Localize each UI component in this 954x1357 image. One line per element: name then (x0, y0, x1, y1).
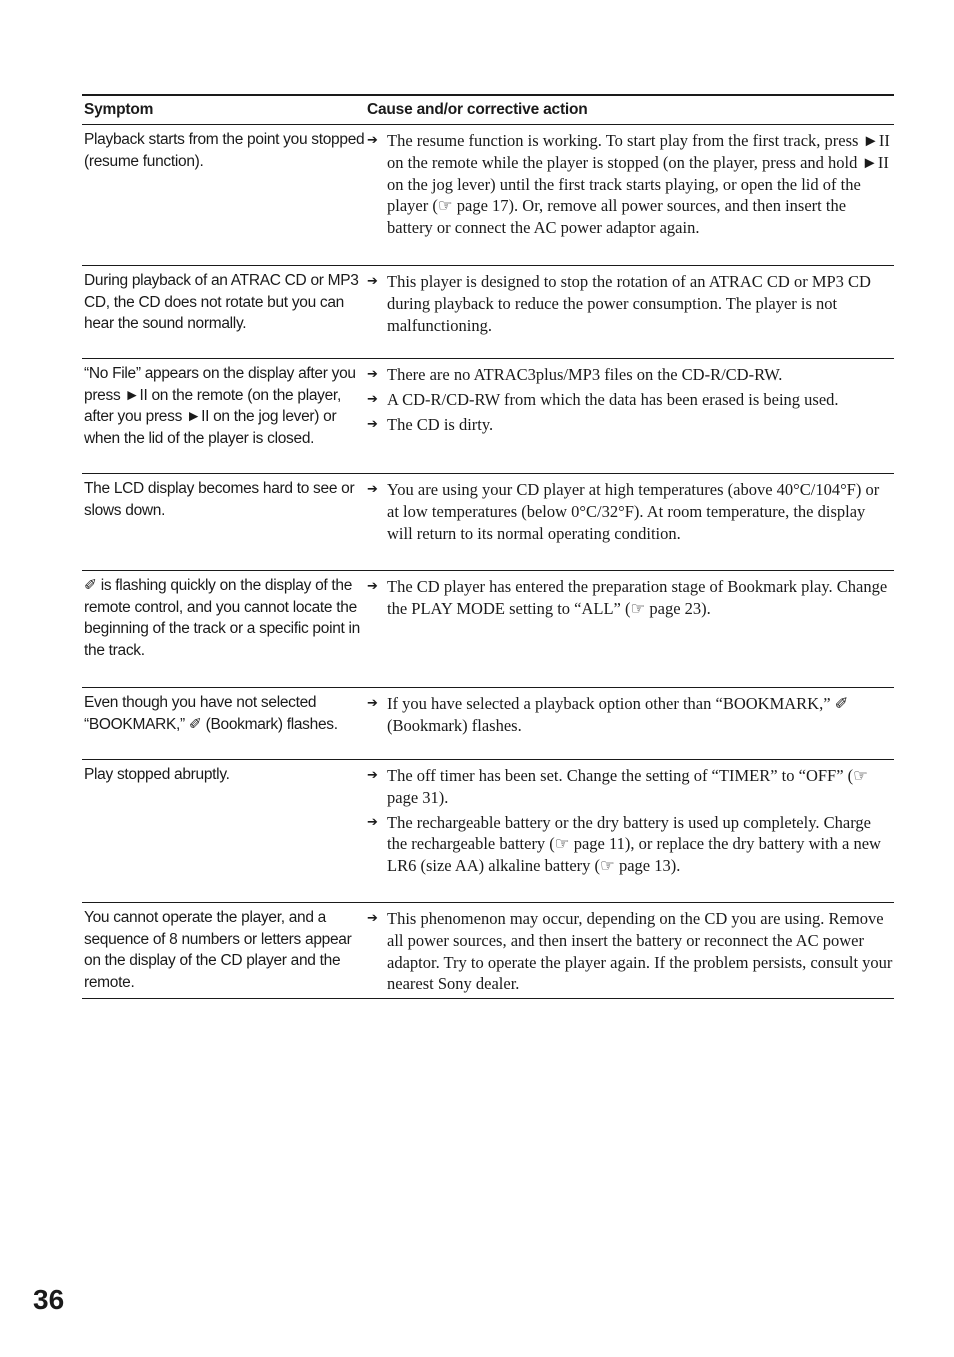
cause-text: The CD is dirty. (387, 414, 494, 434)
table-row (82, 266, 894, 359)
arrow-right-icon: ➔ (367, 416, 378, 432)
symptom-cell: Even though you have not selected “BOOKMARK,” ✐ (Bookmark) flashes. (84, 694, 338, 733)
symptom-cell: During playback of an ATRAC CD or MP3 CD, the CD does not rotate but you can hear the sound normally. (84, 272, 359, 332)
table-row (82, 903, 894, 999)
symptom-cell: The LCD display becomes hard to see or slows down. (84, 480, 355, 519)
symptom-column-header: Symptom (84, 101, 154, 118)
symptom-cell: You cannot operate the player, and a sequence of 8 numbers or letters appear on the display of the CD player and the remote. (84, 909, 352, 991)
arrow-right-icon: ➔ (367, 579, 378, 594)
table-row (82, 359, 894, 474)
symptom-cell: ✐ is flashing quickly on the display of the remote control, and you cannot locate the beginning of the track or a specific point in the track. (84, 577, 361, 659)
table-row (82, 760, 894, 903)
table-header (82, 96, 894, 125)
symptom-cell: Play stopped abruptly. (84, 766, 230, 783)
arrow-right-icon: ➔ (367, 911, 378, 926)
cause-text: The CD player has entered the preparation stage of Bookmark play. Change the PLAY MODE setting to “ALL” (☞ page 23). (387, 577, 888, 618)
cause-text: You are using your CD player at high temperatures (above 40°C/104°F) or at low temperatures (below 0°C/32°F). At room temperature, the display will return to its normal operating condition. (387, 480, 880, 543)
cause-text: There are no ATRAC3plus/MP3 files on the CD-R/CD-RW. (387, 365, 783, 384)
arrow-right-icon: ➔ (367, 814, 378, 830)
cause-text: If you have selected a playback option other than “BOOKMARK,” ✐ (Bookmark) flashes. (387, 694, 849, 735)
arrow-right-icon: ➔ (367, 768, 378, 783)
symptom-cell: “No File” appears on the display after you press ►II on the remote (on the player, after you press ►II on the jog lever) or when the lid of the player is closed. (84, 365, 356, 447)
cause-text: This player is designed to stop the rotation of an ATRAC CD or MP3 CD during playback to reduce the power consumption. The player is not malfunctioning. (387, 272, 871, 335)
arrow-right-icon: ➔ (367, 274, 378, 289)
cause-text: The off timer has been set. Change the setting of “TIMER” to “OFF” (☞ page 31). (387, 766, 868, 807)
table-row (82, 571, 894, 688)
cause-text: A CD-R/CD-RW from which the data has been erased is being used. (387, 389, 839, 409)
arrow-right-icon: ➔ (367, 133, 378, 148)
cause-cell (367, 125, 894, 265)
cause-text: This phenomenon may occur, depending on the CD you are using. Remove all power sources, and then insert the battery or reconnect the AC power adaptor. Try to operate the player again. If the problem persists, consult your nearest Sony dealer. (387, 909, 893, 994)
cause-cell (367, 903, 894, 998)
cause-cell (367, 688, 894, 759)
cause-cell (367, 474, 894, 570)
cause-text: The rechargeable battery or the dry battery is used up completely. Charge the rechargeable battery (☞ page 11), or replace the dry battery with a new LR6 (size AA) alkaline battery (☞ page 13). (387, 812, 881, 876)
arrow-right-icon: ➔ (367, 696, 378, 711)
arrow-right-icon: ➔ (367, 482, 378, 497)
table-row (82, 688, 894, 760)
cause-column-header: Cause and/or corrective action (367, 101, 588, 118)
table-row (82, 474, 894, 571)
cause-cell (367, 266, 894, 358)
arrow-right-icon: ➔ (367, 367, 378, 382)
cause-cell (367, 359, 894, 473)
page-number: 36 (33, 1284, 65, 1315)
arrow-right-icon: ➔ (367, 391, 378, 407)
cause-cell (367, 760, 894, 902)
cause-cell (367, 571, 894, 687)
troubleshooting-table (82, 94, 894, 999)
cause-text: The resume function is working. To start play from the first track, press ►II on the remote while the player is stopped (on the player, press and hold ►II on the jog lever) until the first track starts playing, or open the lid of the player (☞ page 17). Or, remove all power sources, and then insert the battery or connect the AC power adaptor again. (387, 131, 890, 238)
symptom-cell: Playback starts from the point you stopped (resume function). (84, 131, 365, 170)
table-row (82, 125, 894, 266)
